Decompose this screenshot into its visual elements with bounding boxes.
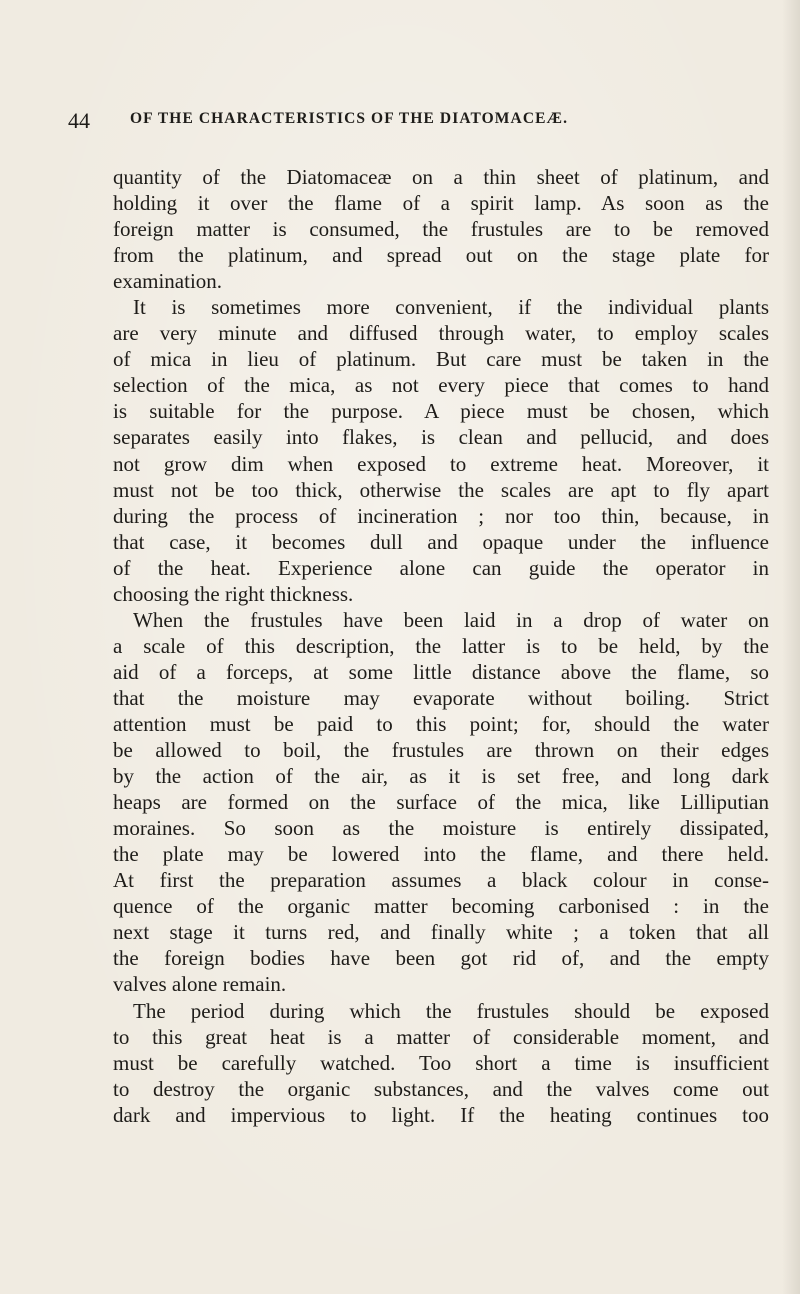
page-header <box>68 108 768 142</box>
text-line: during the process of incineration ; nor too thin, because, in <box>113 503 769 528</box>
text-line: the plate may be lowered into the flame, and there held. <box>113 842 769 867</box>
text-line: heaps are formed on the surface of the mica, like Lilliputian <box>113 790 769 815</box>
text-line: of the heat. Experience alone can guide the operator in <box>113 555 769 580</box>
text-line: attention must be paid to this point; for, should the water <box>113 711 769 736</box>
body-text <box>113 164 769 1128</box>
text-line: The period during which the frustules should be exposed <box>133 998 769 1023</box>
text-line: valves alone remain. <box>113 972 287 997</box>
text-line: must not be too thick, otherwise the scales are apt to fly apart <box>113 477 769 502</box>
text-line: of mica in lieu of platinum. But care must be taken in the <box>113 347 769 372</box>
text-line: choosing the right thickness. <box>113 581 354 606</box>
text-line: dark and impervious to light. If the heating continues too <box>113 1102 769 1127</box>
text-line: next stage it turns red, and finally white ; a token that all <box>113 920 769 945</box>
text-line: quence of the organic matter becoming carbonised : in the <box>113 894 769 919</box>
text-line: be allowed to boil, the frustules are thrown on their edges <box>113 738 769 763</box>
text-line: aid of a forceps, at some little distance above the flame, so <box>113 659 769 684</box>
page-edge-shadow <box>782 0 800 1294</box>
text-line: foreign matter is consumed, the frustules are to be removed <box>113 217 769 242</box>
text-line: that case, it becomes dull and opaque under the influence <box>113 529 769 554</box>
text-line: At first the preparation assumes a black colour in conse- <box>113 868 769 893</box>
text-line: the foreign bodies have been got rid of, and the empty <box>113 946 769 971</box>
text-line: from the platinum, and spread out on the stage plate for <box>113 243 769 268</box>
text-line: separates easily into flakes, is clean and pellucid, and does <box>113 425 769 450</box>
text-line: to destroy the organic substances, and the valves come out <box>113 1076 769 1101</box>
text-line: quantity of the Diatomaceæ on a thin sheet of platinum, and <box>113 165 769 189</box>
text-line: a scale of this description, the latter is to be held, by the <box>113 633 769 658</box>
text-line: When the frustules have been laid in a drop of water on <box>133 607 769 632</box>
text-line: are very minute and diffused through water, to employ scales <box>113 321 769 346</box>
text-line: moraines. So soon as the moisture is entirely dissipated, <box>113 816 769 841</box>
text-line: selection of the mica, as not every piece that comes to hand <box>113 373 769 398</box>
text-line: holding it over the flame of a spirit lamp. As soon as the <box>113 191 769 216</box>
text-line: must be carefully watched. Too short a time is insufficient <box>113 1050 769 1075</box>
text-line: is suitable for the purpose. A piece must be chosen, which <box>113 399 769 424</box>
text-line: examination. <box>113 269 223 294</box>
running-head: OF THE CHARACTERISTICS OF THE DIATOMACEÆ. <box>130 110 569 127</box>
text-line: by the action of the air, as it is set free, and long dark <box>113 764 769 789</box>
page-number: 44 <box>68 108 90 133</box>
text-line: not grow dim when exposed to extreme heat. Moreover, it <box>113 451 769 476</box>
text-line: It is sometimes more convenient, if the individual plants <box>133 295 769 320</box>
text-line: to this great heat is a matter of considerable moment, and <box>113 1024 769 1049</box>
text-line: that the moisture may evaporate without boiling. Strict <box>113 685 769 710</box>
